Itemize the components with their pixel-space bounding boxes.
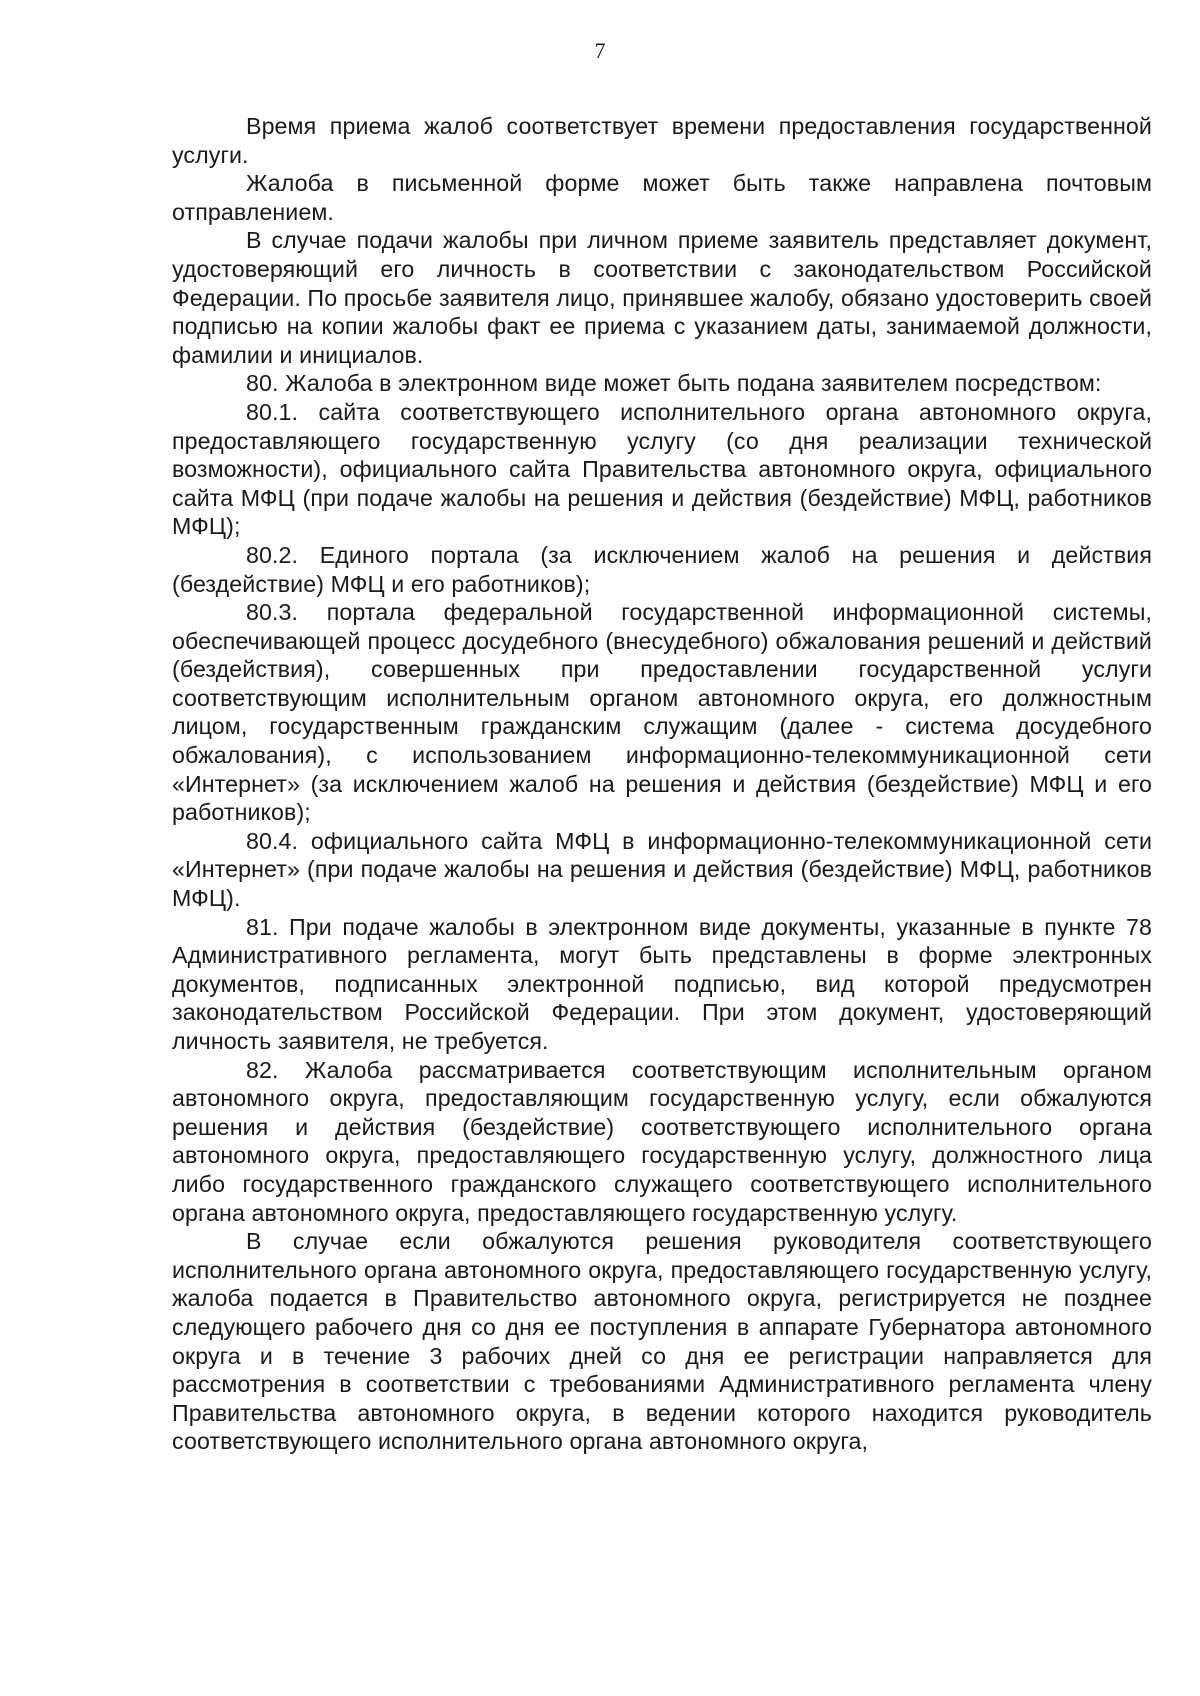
paragraph-80-4: 80.4. официального сайта МФЦ в информационно-телекоммуникационной сети «Интернет» (при подаче жалобы на решения и действия (бездействие) МФЦ, работников МФЦ). <box>172 827 1152 912</box>
page-number: 7 <box>594 38 606 63</box>
paragraph-80-3: 80.3. портала федеральной государственной информационной системы, обеспечивающей процесс досудебного (внесудебного) обжалования решений и действий (бездействия), совершенных при предоставлении государственной услуги соответствующим исполнительным органом автономного округа, его должностным лицом, государственным гражданским служащим (далее - система досудебного обжалования), с использованием информационно-телекоммуникационной сети «Интернет» (за исключением жалоб на решения и действия (бездействие) МФЦ и его работников); <box>172 599 1152 826</box>
paragraph-postal-complaint: Жалоба в письменной форме может быть также направлена почтовым отправлением. <box>172 170 1152 225</box>
paragraph-head-complaint: В случае если обжалуются решения руководителя соответствующего исполнительного органа автономного округа, предоставляющего государственную услугу, жалоба подается в Правительство автономного округа, регистрируется не позднее следующего рабочего дня со дня ее поступления в аппарате Губернатора автономного округа и в течение 3 рабочих дней со дня ее регистрации направляется для рассмотрения в соответствии с требованиями Административного регламента члену Правительства автономного округа, в ведении которого находится руководитель соответствующего исполнительного органа автономного округа, <box>172 1228 1152 1455</box>
paragraph-80-1: 80.1. сайта соответствующего исполнительного органа автономного округа, предоставляющего государственную услугу (со дня реализации технической возможности), официального сайта Правительства автономного округа, официального сайта МФЦ (при подаче жалобы на решения и действия (бездействие) МФЦ, работников МФЦ); <box>172 398 1152 540</box>
paragraph-80: 80. Жалоба в электронном виде может быть подана заявителем посредством: <box>246 370 1102 397</box>
paragraph-81: 81. При подаче жалобы в электронном виде документы, указанные в пункте 78 Административного регламента, могут быть представлены в форме электронных документов, подписанных электронной подписью, вид которой предусмотрен законодательством Российской Федерации. При этом документ, удостоверяющий личность заявителя, не требуется. <box>172 913 1152 1054</box>
paragraph-complaint-time: Время приема жалоб соответствует времени предоставления государственной услуги. <box>172 113 1152 168</box>
paragraph-80-2: 80.2. Единого портала (за исключением жалоб на решения и действия (бездействие) МФЦ и его работников); <box>172 541 1152 597</box>
document-body <box>172 112 1152 1456</box>
paragraph-personal-reception: В случае подачи жалобы при личном приеме заявитель представляет документ, удостоверяющий его личность в соответствии с законодательством Российской Федерации. По просьбе заявителя лицо, принявшее жалобу, обязано удостоверить своей подписью на копии жалобы факт ее приема с указанием даты, занимаемой должности, фамилии и инициалов. <box>172 227 1152 368</box>
paragraph-82: 82. Жалоба рассматривается соответствующим исполнительным органом автономного округа, предоставляющим государственную услугу, если обжалуются решения и действия (бездействие) соответствующего исполнительного органа автономного округа, предоставляющего государственную услугу, должностного лица либо государственного гражданского служащего соответствующего исполнительного органа автономного округа, предоставляющего государственную услугу. <box>172 1056 1152 1226</box>
